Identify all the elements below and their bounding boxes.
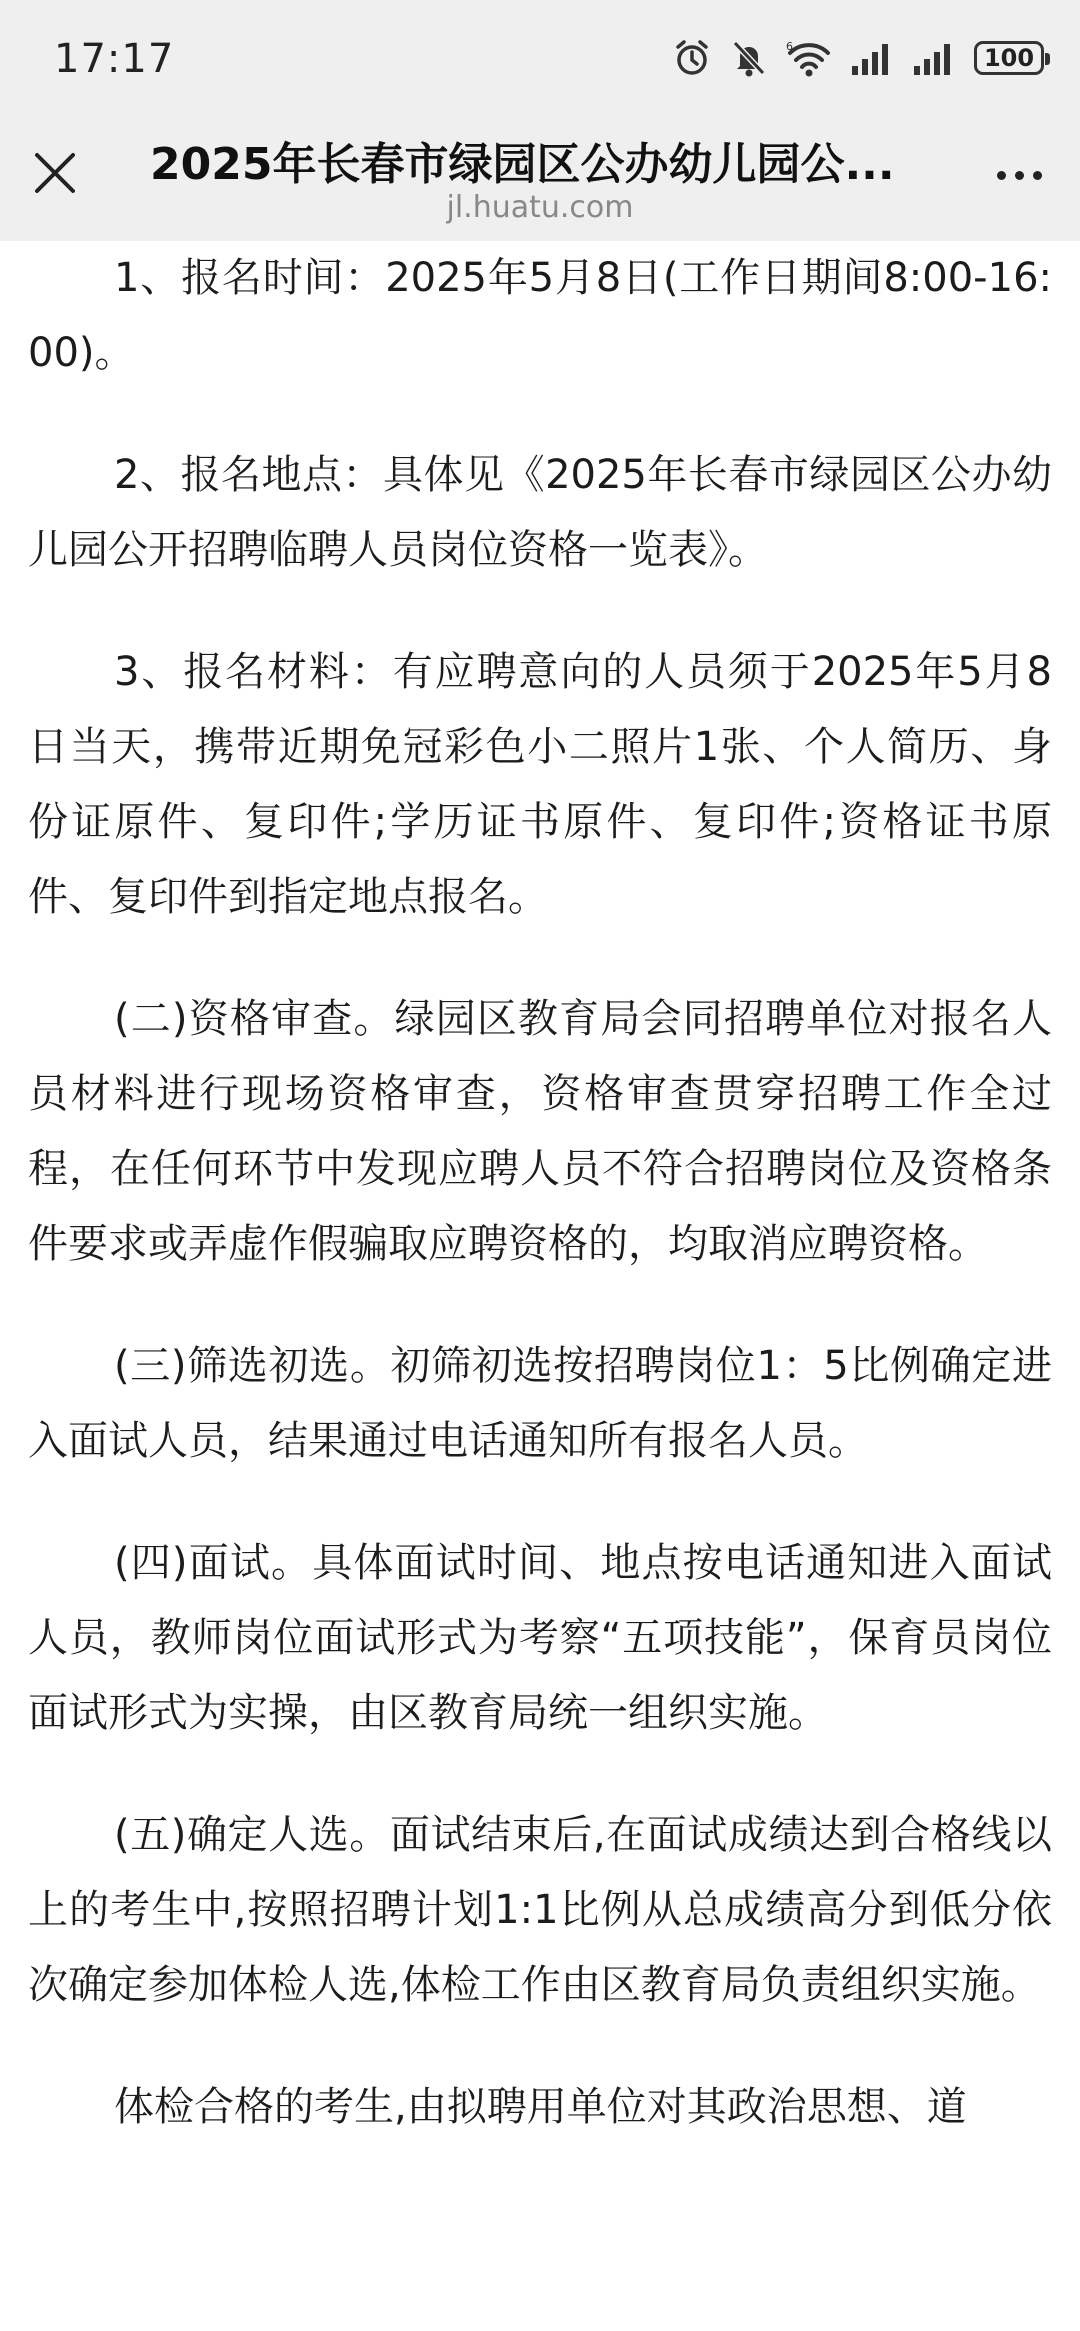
alarm-icon <box>672 38 712 78</box>
signal-icon-1 <box>850 40 894 76</box>
status-time: 17:17 <box>54 36 175 82</box>
more-dot-icon <box>997 171 1006 180</box>
mute-bell-icon <box>730 38 768 78</box>
article-paragraph: 3、报名材料：有应聘意向的人员须于2025年5月8日当天，携带近期免冠彩色小二照片1张、个人简历、身份证原件、复印件;学历证书原件、复印件;资格证书原件、复印件到指定地点报名。 <box>28 649 1052 920</box>
article-paragraph: (四)面试。具体面试时间、地点按电话通知进入面试人员，教师岗位面试形式为考察“五项技能”，保育员岗位面试形式为实操，由区教育局统一组织实施。 <box>28 1540 1052 1736</box>
wifi-icon <box>786 38 832 78</box>
signal-icon-2 <box>912 40 956 76</box>
more-dot-icon <box>1015 171 1024 180</box>
article-paragraph: 体检合格的考生,由拟聘用单位对其政治思想、道 <box>114 2084 967 2130</box>
svg-text:6: 6 <box>786 40 793 53</box>
more-dot-icon <box>1033 171 1042 180</box>
article-paragraph: (二)资格审查。绿园区教育局会同招聘单位对报名人员材料进行现场资格审查，资格审查贯穿招聘工作全过程，在任何环节中发现应聘人员不符合招聘岗位及资格条件要求或弄虚作假骗取应聘资格的，均取消应聘资格。 <box>28 996 1052 1267</box>
battery-level: 100 <box>983 44 1035 72</box>
battery-icon <box>974 41 1044 75</box>
article-paragraph: (三)筛选初选。初筛初选按招聘岗位1：5比例确定进入面试人员，结果通过电话通知所有报名人员。 <box>28 1343 1052 1464</box>
status-icons <box>672 38 1044 78</box>
article-paragraph: 2、报名地点：具体见《2025年长春市绿园区公办幼儿园公开招聘临聘人员岗位资格一览表》。 <box>28 452 1052 573</box>
close-button[interactable] <box>22 140 88 206</box>
page-title: 2025年长春市绿园区公办幼儿园公... <box>150 139 895 190</box>
article-paragraph: (五)确定人选。面试结束后,在面试成绩达到合格线以上的考生中,按照招聘计划1:1比例从总成绩高分到低分依次确定参加体检人选,体检工作由区教育局负责组织实施。 <box>28 1812 1052 2008</box>
top-bar <box>0 0 1080 241</box>
close-icon <box>33 151 77 195</box>
page-url: jl.huatu.com <box>446 190 634 225</box>
article-paragraph: 1、报名时间：2025年5月8日(工作日期间8:00-16:00)。 <box>28 255 1052 376</box>
more-button[interactable] <box>984 150 1054 200</box>
article-content[interactable] <box>0 241 1080 2331</box>
